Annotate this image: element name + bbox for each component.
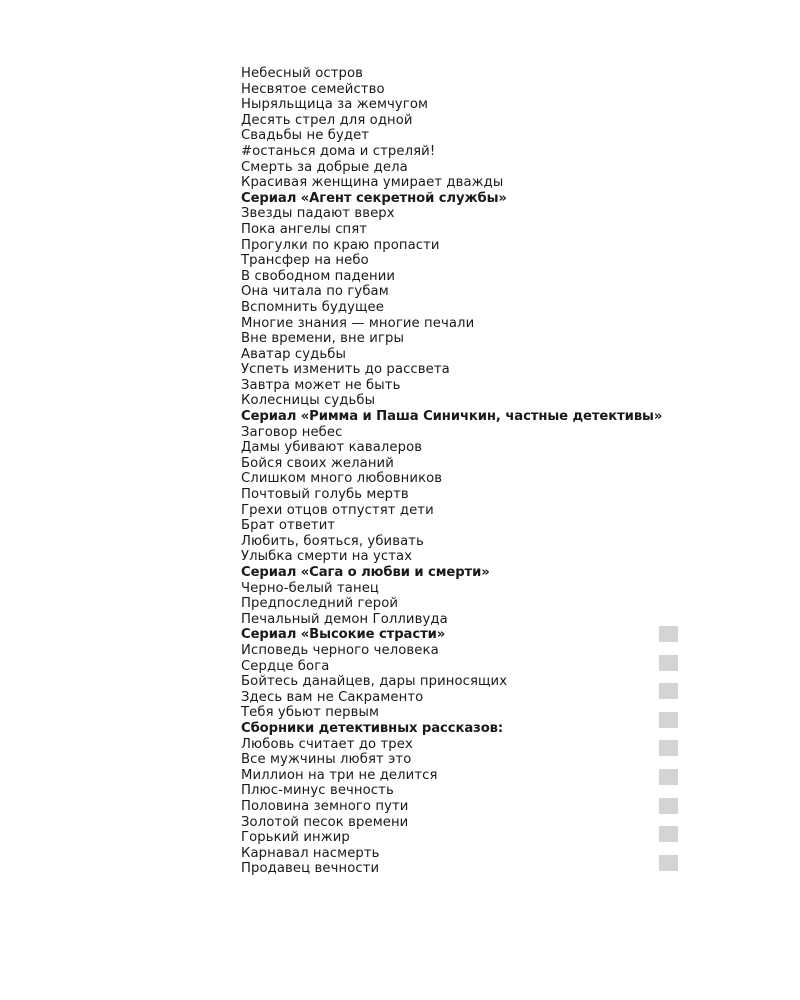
book-title: Грехи отцов отпустят дети: [241, 502, 434, 518]
book-title: Свадьбы не будет: [241, 128, 370, 144]
book-title: Продавец вечности: [241, 861, 380, 877]
book-title-list: [241, 66, 662, 877]
book-title: Бойтесь данайцев, дары приносящих: [241, 674, 508, 690]
margin-mark: [659, 712, 678, 728]
book-title: Дамы убивают кавалеров: [241, 440, 423, 456]
book-title: Плюс-минус вечность: [241, 783, 394, 799]
margin-mark: [659, 855, 678, 871]
book-title: Улыбка смерти на устах: [241, 549, 413, 565]
book-title: Многие знания — многие печали: [241, 315, 475, 331]
book-title: Печальный демон Голливуда: [241, 611, 448, 627]
book-title: Бойся своих желаний: [241, 455, 394, 471]
book-title: Любить, бояться, убивать: [241, 533, 424, 549]
book-title: Черно-белый танец: [241, 580, 379, 596]
margin-mark: [659, 798, 678, 814]
margin-mark: [659, 769, 678, 785]
book-title: Трансфер на небо: [241, 253, 369, 269]
book-title: Здесь вам не Сакраменто: [241, 689, 424, 705]
book-title: Брат ответит: [241, 518, 336, 534]
book-title: Вспомнить будущее: [241, 299, 384, 315]
book-title: Аватар судьбы: [241, 346, 346, 362]
margin-mark: [659, 655, 678, 671]
book-title: В свободном падении: [241, 268, 396, 284]
book-title: #останься дома и стреляй!: [241, 143, 436, 159]
book-title: Прогулки по краю пропасти: [241, 237, 440, 253]
book-title: Ныряльщица за жемчугом: [241, 97, 429, 113]
book-title: Десять стрел для одной: [241, 112, 413, 128]
book-title: Несвятое семейство: [241, 81, 385, 97]
book-title: Почтовый голубь мертв: [241, 487, 409, 503]
series-heading: Сериал «Сага о любви и смерти»: [241, 565, 490, 580]
margin-mark: [659, 740, 678, 756]
margin-mark: [659, 683, 678, 699]
margin-mark: [659, 626, 678, 642]
book-title: Заговор небес: [241, 424, 343, 440]
series-heading: Сборники детективных рассказов:: [241, 720, 504, 736]
book-title: Вне времени, вне игры: [241, 331, 404, 347]
book-title: Небесный остров: [241, 66, 364, 81]
book-title: Любовь считает до трех: [241, 736, 413, 752]
book-title: Предпоследний герой: [241, 596, 399, 612]
book-title: Красивая женщина умирает дважды: [241, 175, 504, 191]
book-title: Золотой песок времени: [241, 814, 409, 830]
book-title: Карнавал насмерть: [241, 845, 380, 861]
book-title: Половина земного пути: [241, 798, 409, 814]
book-title: Исповедь черного человека: [241, 642, 439, 658]
book-title: Все мужчины любят это: [241, 752, 412, 768]
margin-thumb-marks: [659, 626, 678, 883]
margin-mark: [659, 826, 678, 842]
series-heading: Сериал «Высокие страсти»: [241, 627, 446, 643]
book-title: Слишком много любовников: [241, 471, 443, 487]
book-title: Тебя убьют первым: [241, 705, 380, 721]
book-title: Звезды падают вверх: [241, 206, 395, 222]
book-title: Миллион на три не делится: [241, 767, 438, 783]
book-title: Завтра может не быть: [241, 377, 401, 393]
series-heading: Сериал «Римма и Паша Синичкин, частные детективы»: [241, 409, 663, 425]
book-title: Колесницы судьбы: [241, 393, 376, 409]
book-title: Сердце бога: [241, 658, 330, 674]
book-title: Горький инжир: [241, 830, 350, 846]
book-title: Она читала по губам: [241, 284, 389, 300]
book-title: Пока ангелы спят: [241, 221, 368, 237]
book-title: Смерть за добрые дела: [241, 159, 408, 175]
book-title: Успеть изменить до рассвета: [241, 362, 450, 378]
series-heading: Сериал «Агент секретной службы»: [241, 190, 507, 206]
